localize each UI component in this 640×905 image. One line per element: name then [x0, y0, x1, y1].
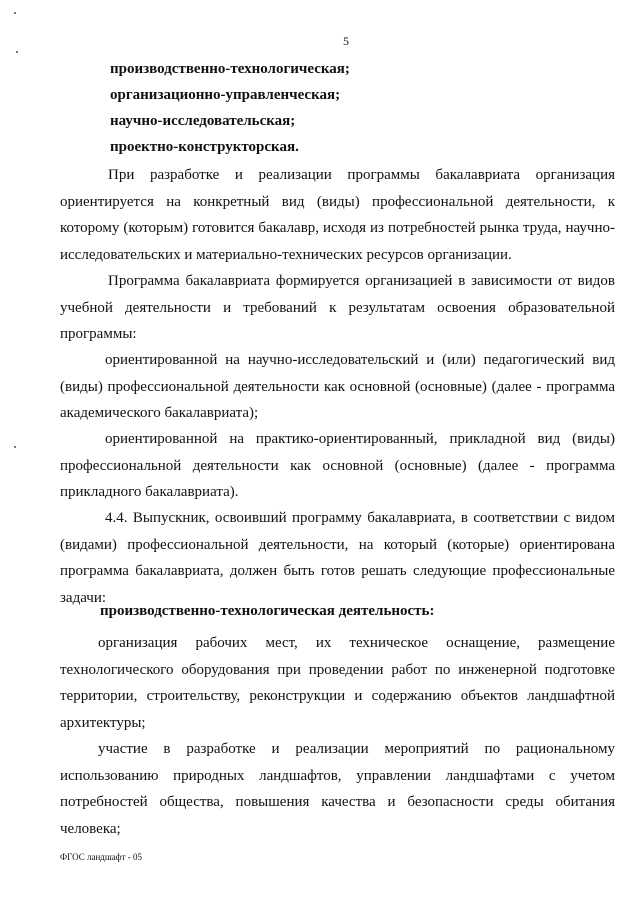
page-footer: ФГОС ландшафт - 05: [60, 852, 143, 862]
paragraph: 4.4. Выпускник, освоивший программу бакалавриата, в соответствии с видом (видами) профессиональной деятельности, на который (которые) ориентирована программа бакалавриата, должен быть готов решать следующие профессиональные задачи:: [60, 510, 615, 606]
paragraph: При разработке и реализации программы бакалавриата организация ориентируется на конкретный вид (виды) профессиональной деятельности, к которому (которым) готовится бакалавр, исходя из потребностей рынка труда, научно-исследовательских и материально-технических ресурсов организации.: [60, 167, 615, 263]
section-heading: производственно-технологическая деятельность:: [100, 603, 435, 619]
scan-speck: [16, 51, 18, 53]
paragraph: организация рабочих мест, их техническое оснащение, размещение технологического оборудования при проведении работ по инженерной подготовке территории, строительству, реконструкции и содержанию объектов ландшафтной архитектуры;: [60, 635, 615, 731]
paragraph: участие в разработке и реализации мероприятий по рациональному использованию природных ландшафтов, управлении ландшафтами с учетом потребностей общества, повышения качества и безопасности среды обитания человека;: [60, 741, 615, 837]
list-item: организационно-управленческая;: [110, 87, 341, 103]
paragraph: ориентированной на практико-ориентированный, прикладной вид (виды) профессиональной деятельности как основной (основные) (далее - программа прикладного бакалавриата).: [60, 431, 615, 500]
paragraph: Программа бакалавриата формируется организацией в зависимости от видов учебной деятельности и требований к результатам освоения образовательной программы:: [60, 273, 615, 342]
scan-speck: [14, 12, 16, 14]
scan-speck: [14, 446, 16, 448]
page-number: 5: [343, 34, 349, 48]
list-item: научно-исследовательская;: [110, 113, 296, 129]
paragraph: ориентированной на научно-исследовательский и (или) педагогический вид (виды) профессиональной деятельности как основной (основные) (далее - программа академического бакалавриата);: [60, 352, 615, 421]
list-item: производственно-технологическая;: [110, 61, 350, 77]
list-item: проектно-конструкторская.: [110, 139, 299, 155]
